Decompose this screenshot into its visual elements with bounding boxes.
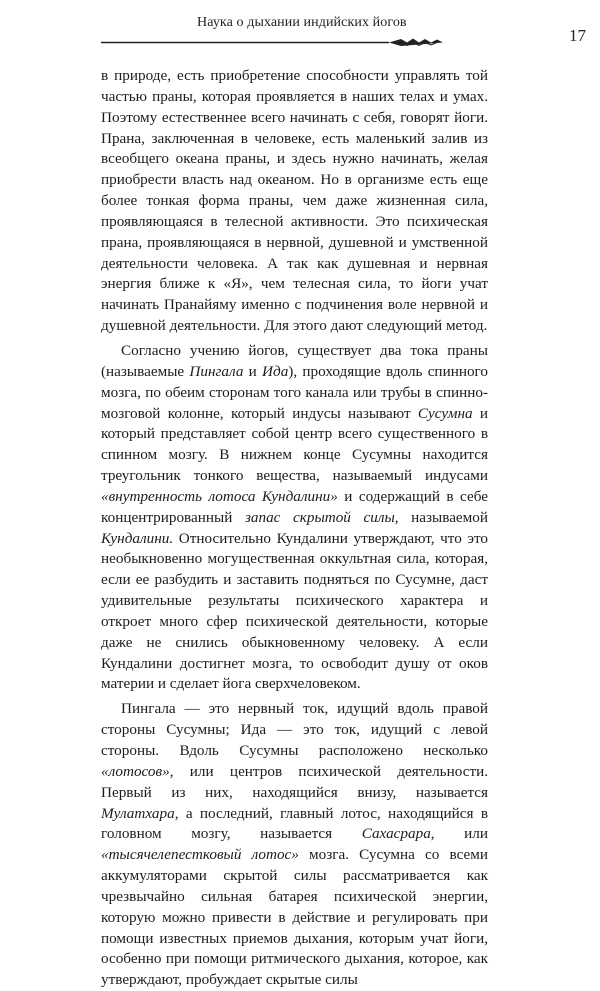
header-rule-ornament xyxy=(101,36,481,48)
term-kundalini-lotus: «внутренность лотоса Кундалини» xyxy=(101,487,338,505)
term-susumna: Сусумна xyxy=(417,404,473,422)
term-kundalini: Кундалини. xyxy=(101,529,174,547)
term-lotuses: «лотосов» xyxy=(101,762,170,780)
page-number: 17 xyxy=(569,26,586,45)
body-text xyxy=(101,66,488,991)
term-ida: Ида xyxy=(262,362,289,380)
paragraph-2: Согласно учению йогов, существует два тока праны (называемые Пингала и Ида), проходящие вдоль спинного мозга, по обеим сторонам того канала или трубы в спинно-мозговой колонне, который индусы называют Сусумна и который представляет собой центр всего существенного в спинном мозгу. В нижнем конце Сусумны находится треугольник тонкого вещества, называемый индусами «внутренность лотоса Кундалини» и содержащий в себе концентрированный запас скрытой силы, называемой Кундалини. Относительно Кундалини утверждают, что это необыкновенно могущественная оккультная сила, которая, если ее разбудить и заставить подняться по Сусумне, даст удивительные результаты психического характера и откроет много сфер психической деятельности, которые даже не снились обыкновенному человеку. А если Кундалини достигнет мозга, то освободит душу от оков материи и сделает йога сверхчеловеком. xyxy=(101,341,489,693)
term-sahasrara: Сахасрара xyxy=(361,825,431,843)
term-hidden-power: запас скрытой силы xyxy=(244,508,395,526)
term-mulathara: Мулатхара xyxy=(101,804,175,822)
term-pingala: Пингала xyxy=(189,362,244,380)
term-thousand-petal-lotus: «тысячелепестковый лотос» xyxy=(101,846,299,864)
running-header xyxy=(101,14,586,46)
paragraph-1: в природе, есть приобретение способности управлять той частью праны, которая проявляется в наших телах и умах. Поэтому естественнее всего начинать с себя, говорят йоги. Прана, заключенная в человеке, есть маленький залив из всеобщего океана праны, и здесь нужно начинать, желая приобрести власть над океаном. Но в организме есть еще более тонкая форма праны, чем даже жизненная сила, проявляющаяся в телесной активности. Это психическая прана, проявляющаяся в нервной, душевной и умственной деятельности человека. А так как душевная и нервная энергия ближе к «Я», чем телесная сила, то йоги учат начинать Пранайяму именно с подчинения воле нервной и душевной деятельности. Для этого дают следующий метод. xyxy=(101,67,488,335)
running-title: Наука о дыхании индийских йогов xyxy=(197,15,407,30)
paragraph-3: Пингала — это нервный ток, идущий вдоль правой стороны Сусумны; Ида — это ток, идущий с левой стороны. Вдоль Сусумны расположено несколько «лотосов», или центров психической деятельности. Первый из них, находящийся внизу, называется Мулатхара, а последний, главный лотос, находящийся в головном мозгу, называется Сахасрара, или «тысячелепестковый лотос» мозга. Сусумна со всеми аккумуляторами скрытой силы рассматривается как чрезвычайно сильная батарея психической энергии, которую можно привести в действие и регулировать при помощи известных приемов дыхания, которым учат йоги, особенно при помощи ритмического дыхания, которое, как утверждают, пробуждает скрытые силы xyxy=(101,700,488,989)
